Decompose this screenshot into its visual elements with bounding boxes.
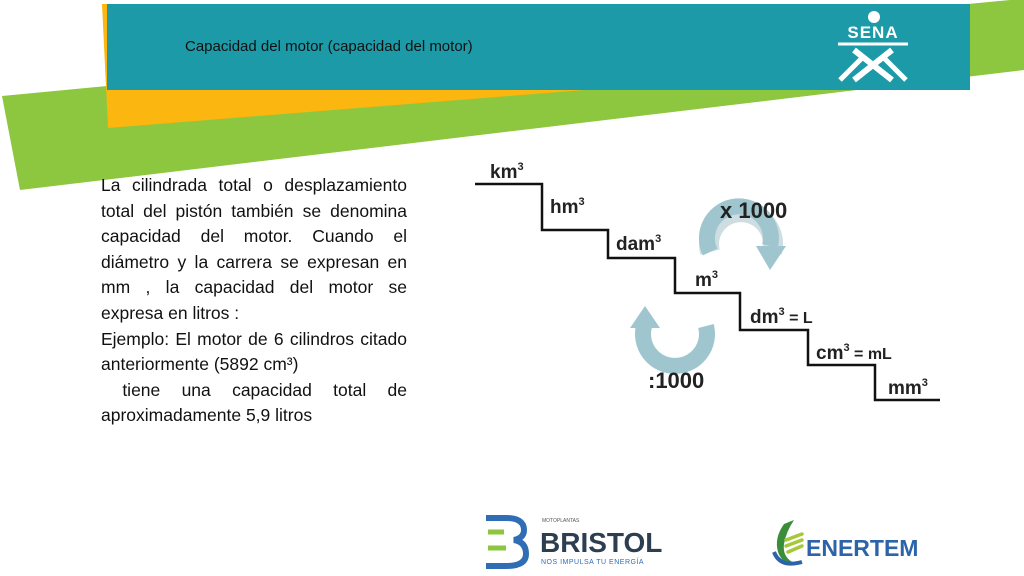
- volume-unit-staircase-diagram: [470, 150, 950, 410]
- body-paragraph-2: Ejemplo: El motor de 6 cilindros citado anteriormente (5892 cm³): [101, 328, 407, 375]
- unit-label-dm: $dm^3$ $_{= L}$: [750, 306, 813, 328]
- unit-label-mm: $mm^3$: [888, 377, 928, 399]
- bristol-tagline: NOS IMPULSA TU ENERGÍA: [541, 559, 645, 566]
- divide-label: :1000: [648, 368, 705, 393]
- body-paragraph-3: tiene una capacidad total de aproximadamente 5,9 litros: [101, 379, 412, 426]
- enertem-logo: [768, 512, 934, 570]
- sena-logo-text: SENA: [847, 23, 899, 42]
- enertem-name: ENERTEM: [806, 535, 919, 561]
- unit-label-km: $km^3$: [490, 161, 524, 183]
- multiply-label: x 1000: [720, 198, 788, 223]
- bristol-top-text: MOTOPLANTAS: [542, 518, 580, 524]
- unit-label-m: $m^3$: [695, 269, 719, 291]
- unit-label-hm: $hm^3$: [550, 196, 585, 218]
- unit-label-dam: dam$^3$: [616, 233, 662, 255]
- divide-arrow-icon: [630, 306, 707, 366]
- slide-title: Capacidad del motor (capacidad del motor): [185, 38, 473, 55]
- unit-labels: [490, 161, 928, 399]
- sena-logo: [832, 10, 914, 82]
- bristol-name: BRISTOL: [540, 527, 663, 558]
- body-paragraph-1: La cilindrada total o desplazamiento total del pistón también se denomina capacidad del motor. Cuando el diámetro y la carrera se expresan en mm , la capacidad del motor se expresa en litros :: [101, 175, 407, 323]
- body-text: [101, 173, 412, 429]
- unit-label-cm: $cm^3$ $_{= mL}$: [816, 342, 892, 364]
- bristol-logo: [484, 512, 663, 570]
